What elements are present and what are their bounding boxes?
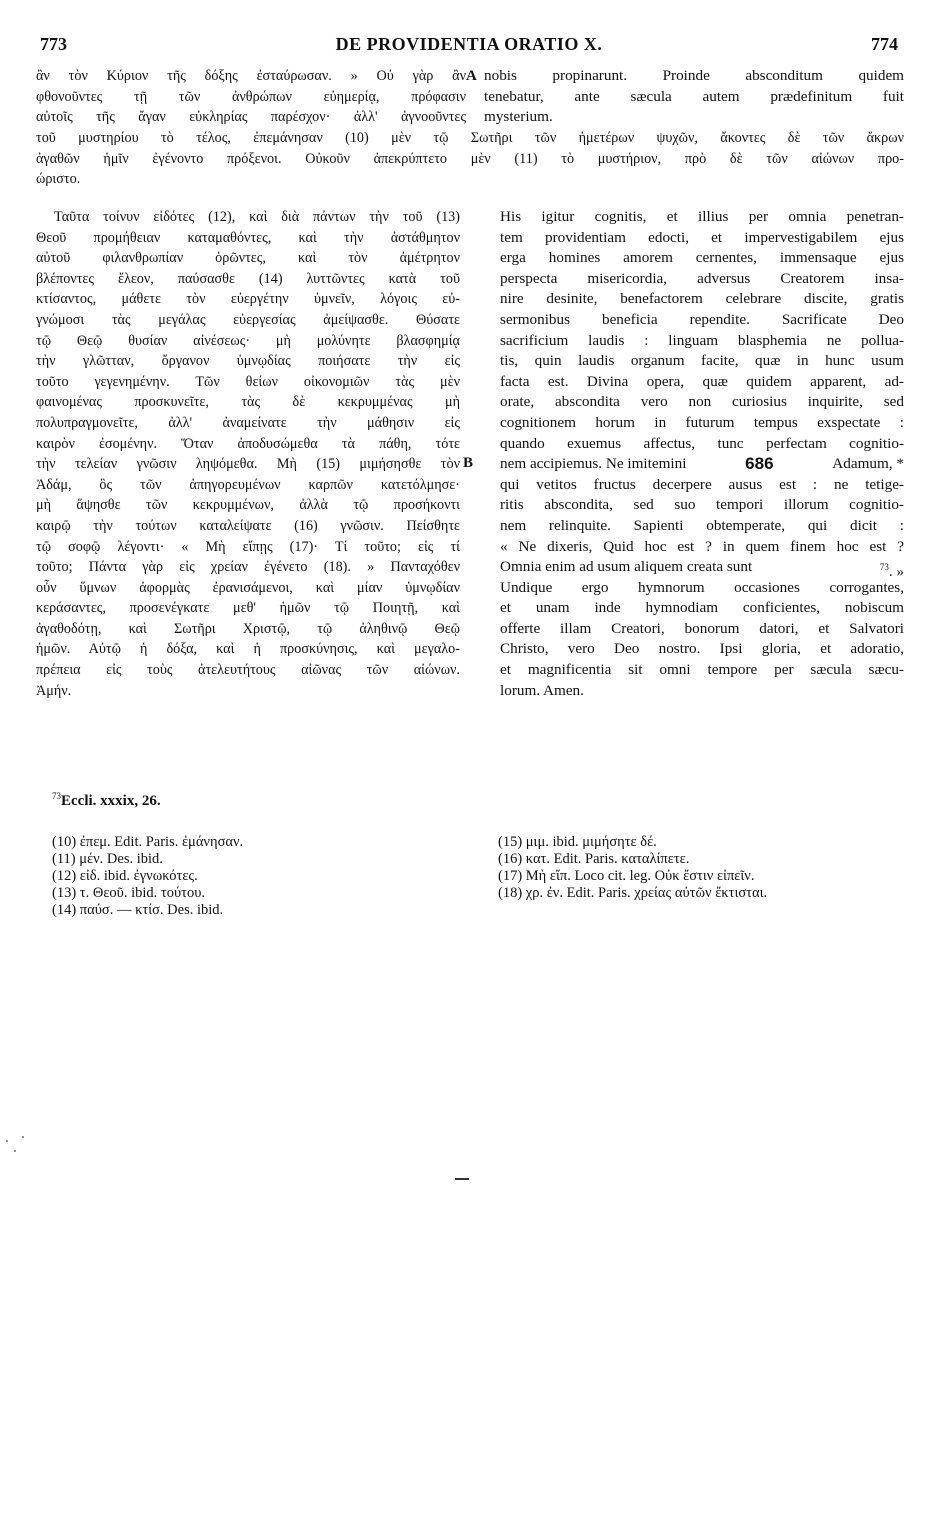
footnote: (17) Μὴ εἴπ. Loco cit. leg. Οὐκ ἔστιν εἰπεῖν.: [498, 868, 755, 884]
text-line: κεράσαντες, προσενέγκατε μεθ' ἡμῶν τῷ Ποιητῇ, καὶ: [36, 600, 460, 617]
text-line: Ἀδάμ, ὃς τῶν ἀπηγορευμένων καρπῶν κατετόλμησε·: [36, 476, 460, 493]
text-line: τοῦ μυστηρίου τὸ τέλος, ἐπεμάνησαν (10) μὲν τῷ Σωτῆρι τῶν ἡμετέρων ψυχῶν, ἄκοντες δὲ τῶν ἄκρων: [36, 130, 904, 146]
text-line: perspecta misericordia, adversus Creatorem insa-: [500, 269, 904, 287]
text-line: τοῦτο γεγενημένην. Τῶν θείων οἰκονομιῶν τὰς μὲν: [36, 373, 460, 390]
text-line: tenebatur, ante sæcula autem prædefinitum fuit: [484, 87, 904, 105]
section-marker-b: B: [463, 455, 474, 471]
text-line: orate, abscondita vero non curiosius inquirite, sed: [500, 393, 904, 411]
text-line: erga homines amorem cernentes, immensaque ejus: [500, 249, 904, 267]
text-line: Ἀμήν.: [36, 682, 72, 699]
footnote: (13) τ. Θεοῦ. ibid. τούτου.: [52, 885, 206, 901]
footnote: (11) μέν. Des. ibid.: [52, 851, 163, 867]
scan-speck: [22, 1136, 24, 1138]
text-line: mysterium.: [484, 108, 553, 126]
text-line: πρέπεια εἰς τοὺς ἀτελευτήτους αἰῶνας τῶν αἰώνων.: [36, 662, 460, 679]
text-line: τῷ Θεῷ θυσίαν αἰνέσεως· μὴ μολύνητε βλασφημίᾳ: [36, 332, 460, 349]
text-fragment: . »: [888, 563, 904, 578]
text-line: καιρῷ τὴν τούτων καταλείψατε (16) γνῶσιν. Πείσθητε: [36, 517, 460, 534]
scripture-reference: [52, 791, 161, 810]
text-line: « Ne dixeris, Quid hoc est ? in quem finem hoc est ?: [500, 537, 904, 555]
page-number-right: 774: [871, 34, 898, 54]
text-line: αὐτοῦ φιλανθρωπίαν ὁρῶντες, καὶ τὸν ἀμέτρητον: [36, 250, 460, 267]
text-line: τῷ σοφῷ λέγοντι· « Μὴ εἴπῃς (17)· Τί τοῦτο; εἰς τί: [36, 538, 460, 555]
footnote: (15) μιμ. ibid. μιμήσητε δέ.: [498, 834, 657, 850]
text-line: ἀγαθοδότῃ, καὶ Σωτῆρι Χριστῷ, τῷ ἀληθινῷ Θεῷ: [36, 620, 460, 637]
text-line: ἂν τὸν Κύριον τῆς δόξης ἐσταύρωσαν. » Οὐ γὰρ ἂν: [36, 68, 466, 84]
section-marker-a: A: [466, 68, 477, 84]
footnotes-left: [52, 834, 472, 919]
text-line: nire desinite, benefactorem celebrare discite, gratis: [500, 290, 904, 308]
text-line: sacrificium laudis : linguam blasphemia ne pollua-: [500, 331, 904, 349]
footnote-marker: 73: [879, 562, 889, 573]
text-fragment: [880, 557, 904, 578]
scan-speck: [14, 1150, 16, 1152]
footnote: (18) χρ. ἐν. Edit. Paris. χρείας αὐτῶν ἔκτισται.: [498, 885, 768, 901]
text-line: sermonibus beneficia rependite. Sacrificate Deo: [500, 310, 904, 328]
text-line: ώριστο.: [36, 171, 81, 188]
footnote: (16) κατ. Edit. Paris. καταλίπετε.: [498, 851, 690, 867]
latin-column: [500, 207, 904, 701]
text-line: Θεοῦ προμήθειαν καταμαθόντες, καὶ τὴν ἀστάθμητον: [36, 229, 460, 246]
page-title: DE PROVIDENTIA ORATIO X.: [335, 34, 603, 54]
text-line: τὴν τελείαν γνῶσιν ληψόμεθα. Μὴ (15) μιμήσησθε τὸν: [36, 456, 460, 473]
footnotes-right: [498, 834, 918, 902]
text-line: κτίσαντος, μάθετε τὸν εὐεργέτην ὑμνεῖν, λόγοις εὐ-: [36, 291, 460, 308]
text-fragment: Omnia enim ad usum aliquem creata sunt: [500, 558, 753, 576]
text-line: tem providentiam edocti, et impervestigabilem ejus: [500, 228, 904, 246]
footnote: (14) παύσ. — κτίσ. Des. ibid.: [52, 902, 224, 918]
text-line: τὴν γλῶτταν, ὄργανον ὑμνῳδίας ποιήσατε τὴν εἰς: [36, 353, 460, 370]
text-line: nem relinquite. Sapienti obtemperate, qui dicit :: [500, 516, 904, 534]
text-line: καιρὸν ἐσομένην. Ὅταν ἀποδυσώμεθα τὰ πάθη, τότε: [36, 435, 460, 452]
top-latin-column: [484, 66, 904, 128]
reference-text: Eccli. xxxix, 26.: [61, 793, 161, 809]
text-line: lorum. Amen.: [500, 681, 584, 699]
text-line: qui vetitos fructus decerpere ausus est : ne tetige-: [500, 475, 904, 493]
text-line: βλέποντες ἔλεον, παύσασθε (14) λυττῶντες κατὰ τοῦ: [36, 270, 460, 287]
text-line: facta est. Divina opera, quæ quidem apparent, ad-: [500, 372, 904, 390]
text-line: πολυπραγμονεῖτε, ἀλλ' ἀναμείνατε τὴν μάθησιν εἰς: [36, 414, 460, 431]
greek-column: [36, 207, 460, 701]
text-line: Ταῦτα τοίνυν εἰδότες (12), καὶ διὰ πάντων τὴν τοῦ (13): [54, 209, 460, 225]
scan-speck: [6, 1140, 8, 1142]
text-line: μὴ ἅψησθε τῶν κεκρυμμένων, ἀλλὰ τῷ προσήκοντι: [36, 497, 460, 514]
text-line: et unam inde hymnodiam conficientes, nobiscum: [500, 599, 904, 617]
text-line: quando exuemus affectus, tunc perfectam cognitio-: [500, 434, 904, 452]
text-line: Undique ergo hymnorum occasiones corrogantes,: [500, 578, 904, 596]
text-line: αὐτοῖς τῆς ἄγαν εὐκληρίας παρέσχον· ἀλλ' ἀγνοοῦντες: [36, 109, 466, 126]
footnote: (10) ἐπεμ. Edit. Paris. ἐμάνησαν.: [52, 834, 244, 850]
text-line: ἡμῶν. Αὐτῷ ἡ δόξα, καὶ ἡ προσκύνησις, καὶ μεγαλο-: [36, 641, 460, 658]
text-line: ἀγαθῶν ἡμῖν ἐγένοντο πρόξενοι. Οὐκοῦν ἀπεκρύπτετο μὲν (11) τὸ μυστήριον, πρὸ δὲ τῶν αἰώνων προ-: [36, 150, 904, 167]
text-line: nobis propinarunt. Proinde absconditum quidem: [484, 67, 904, 84]
text-fragment: Adamum, *: [832, 455, 904, 473]
text-fragment: nem accipiemus. Ne imitemini: [500, 455, 687, 473]
greek-full-width-block: [36, 128, 904, 190]
text-line: His igitur cognitis, et illius per omnia penetran-: [500, 208, 904, 225]
text-line: γνώμοσι τὰς μεγάλας εὐεργεσίας ἀμείψασθε. Θύσατε: [36, 311, 460, 328]
text-line: τοῦτο; Πάντα γὰρ εἰς χρείαν ἐγένετο (18). » Πανταχόθεν: [36, 559, 460, 576]
page-number-left: 773: [40, 34, 67, 54]
reference-marker: 73: [52, 791, 61, 801]
text-line: cognitionem horum in futurum tempus exspectate :: [500, 413, 904, 431]
text-line: ritis abscondita, sed suo tempori illorum cognitio-: [500, 496, 904, 514]
text-line: tis, quin laudis organum facite, quæ in hunc usum: [500, 352, 904, 370]
top-greek-column: [36, 66, 466, 128]
footnote: (12) εἰδ. ibid. ἐγνωκότες.: [52, 868, 198, 884]
text-line: [500, 454, 904, 475]
text-line: φθονοῦντες τῇ τῶν ἀνθρώπων εὐημερίᾳ, πρόφασιν: [36, 88, 466, 105]
text-line: φαινομένας προσκυνεῖτε, τὰς δὲ κεκρυμμένας μὴ: [36, 394, 460, 411]
text-line: [500, 557, 904, 578]
text-line: et magnificentia sit omni tempore per sæcula sæcu-: [500, 661, 904, 679]
page-end-dash: [455, 1178, 469, 1180]
column-number: 686: [745, 454, 774, 474]
text-line: offerte illam Creatori, bonorum datori, et Salvatori: [500, 619, 904, 637]
text-line: οὖν ὕμνων ἀφορμὰς ἐρανισάμενοι, καὶ μίαν ὑμνῳδίαν: [36, 579, 460, 596]
text-line: Christo, vero Deo nostro. Ipsi gloria, et adoratio,: [500, 640, 904, 658]
